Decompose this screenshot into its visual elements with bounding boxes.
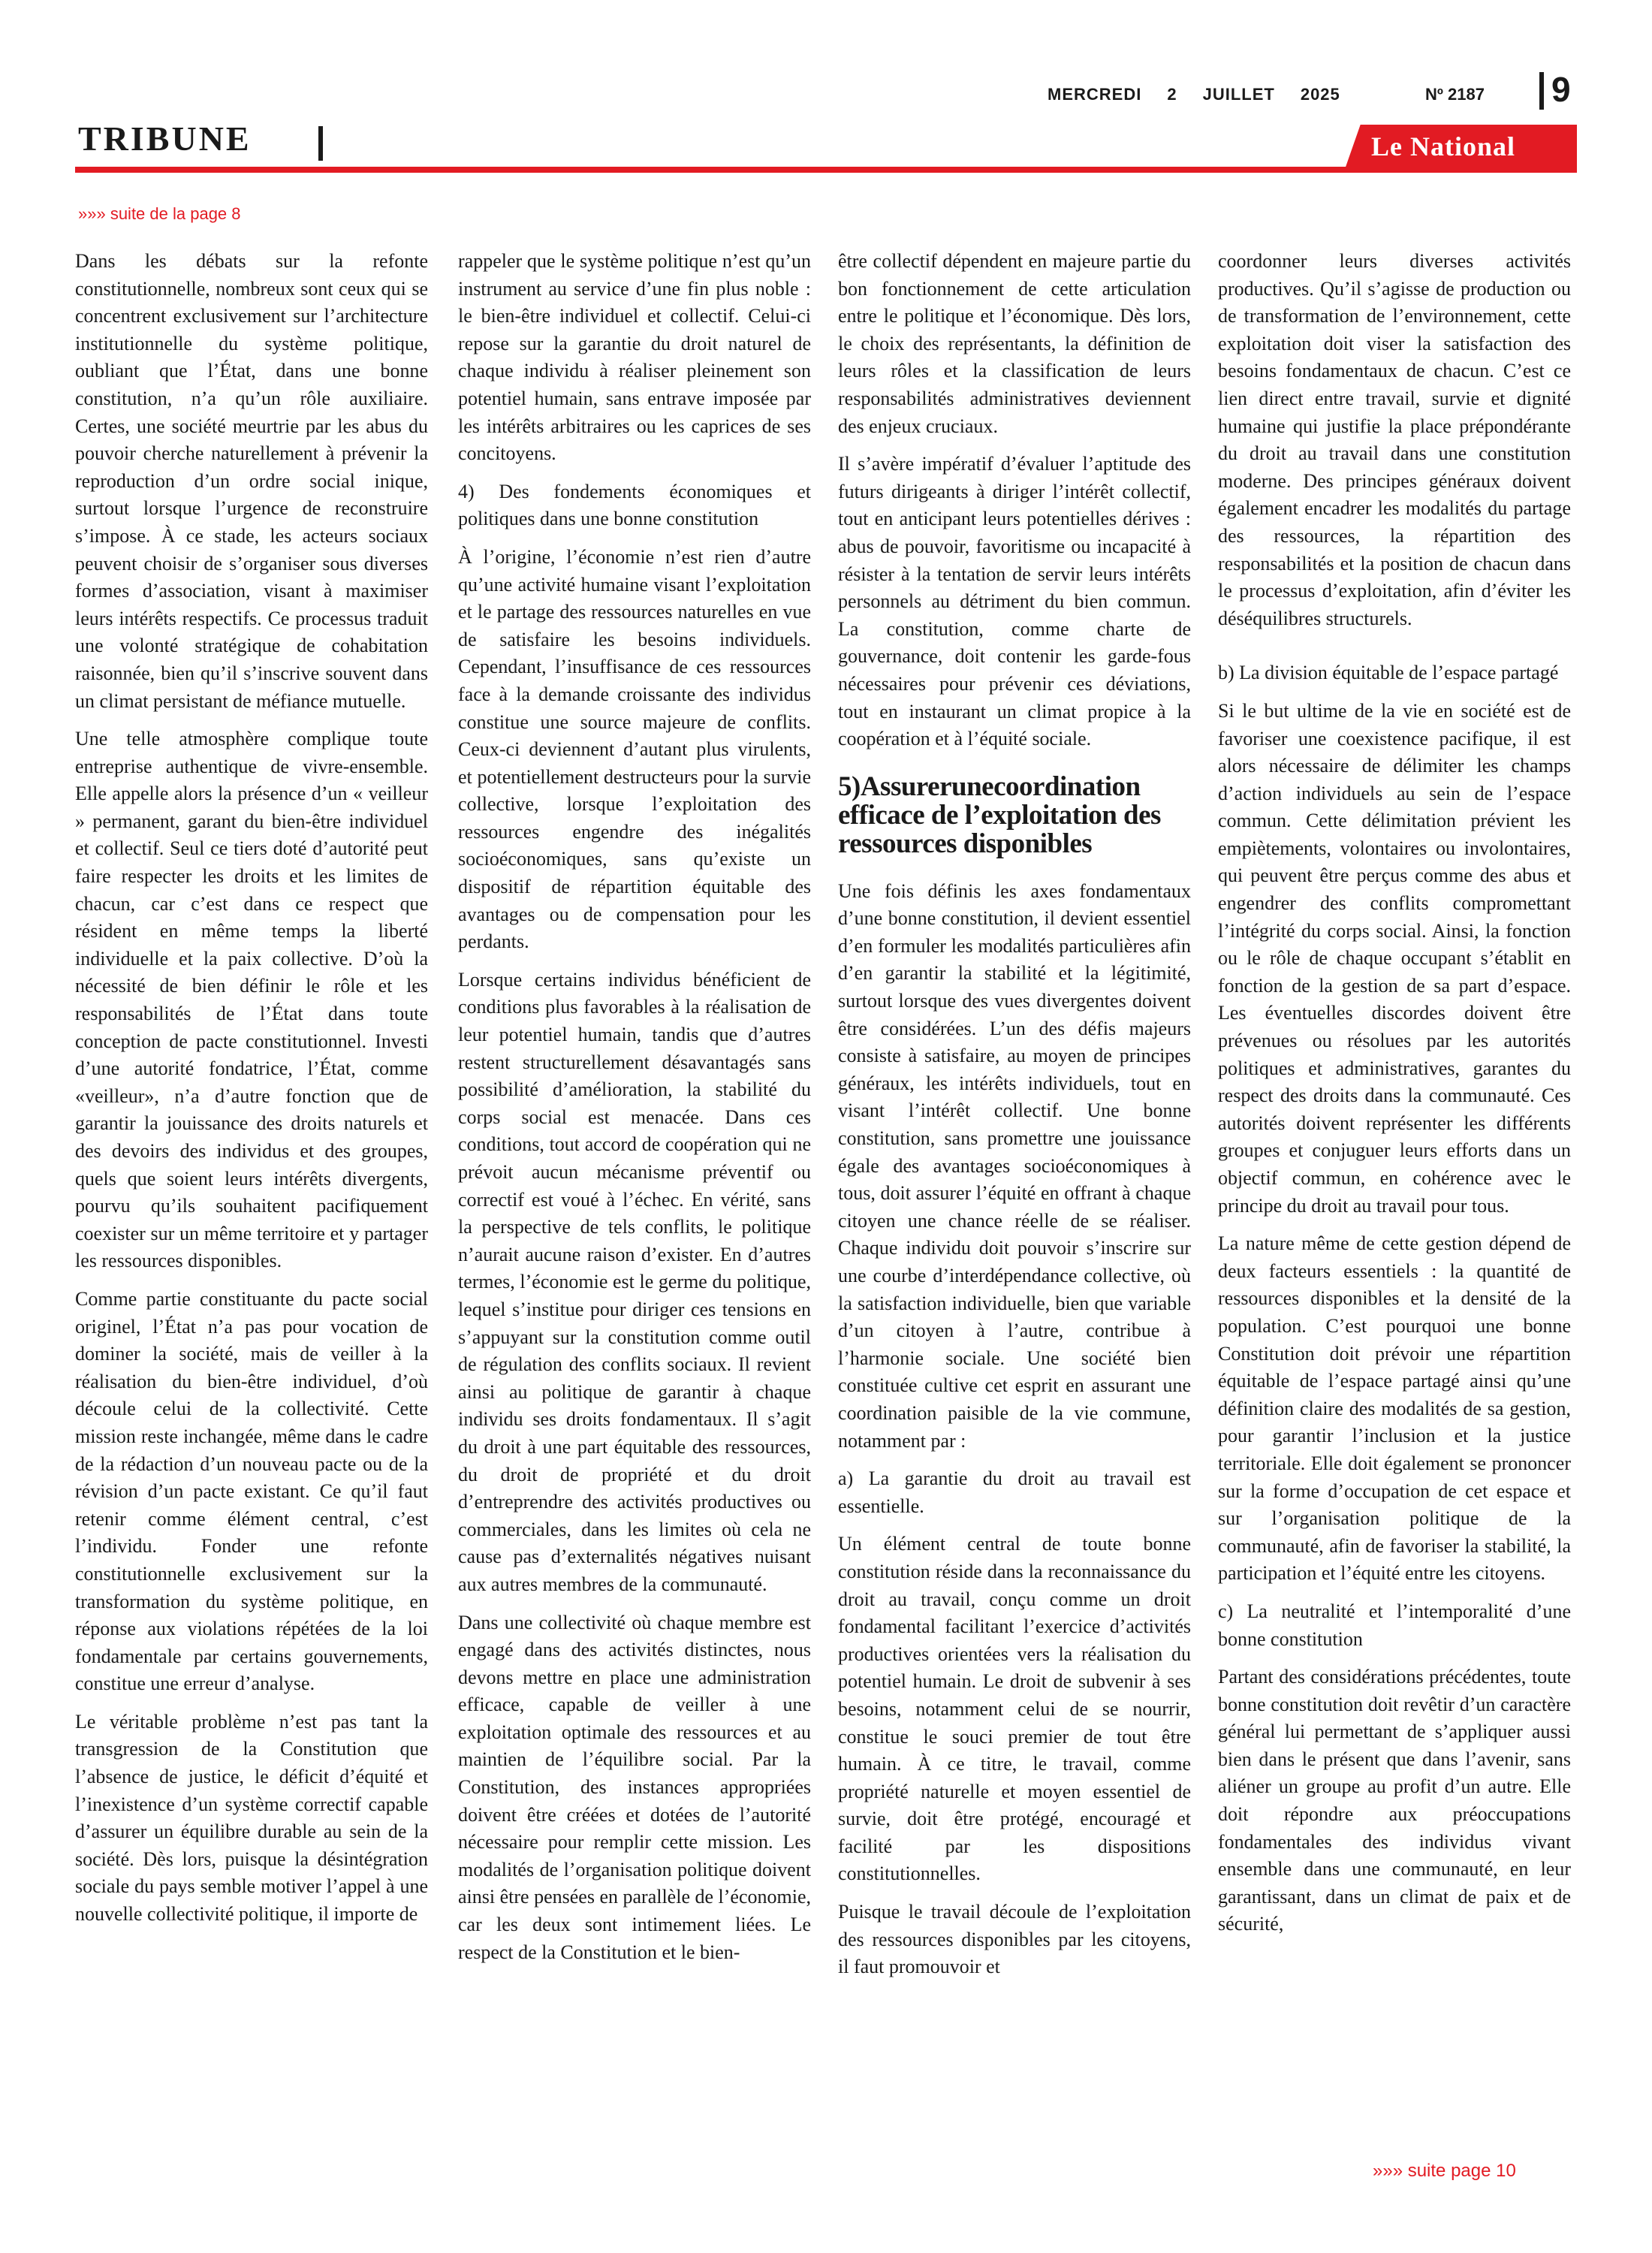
continued-from: »»» suite de la page 8 bbox=[78, 204, 241, 223]
year: 2025 bbox=[1300, 85, 1340, 104]
paragraph: rappeler que le système politique n’est qu’un instrument au service d’une fin plus noble : le bien-être individuel et collectif. Celui-ci repose sur la garantie du droit naturel de chaque individu à réaliser pleinement son potentiel humain, sans entrave imposée par les intérêts arbitraires ou les caprices de ses concitoyens. bbox=[458, 250, 811, 465]
month: JUILLET bbox=[1202, 85, 1275, 104]
continued-to: »»» suite page 10 bbox=[1373, 2161, 1516, 2181]
paragraph: être collectif dépendent en majeure partie du bon fonctionnement de cette articulation entre le politique et l’économique. Dès lors, le choix des représentants, la définition de leurs rôles et la classification de leurs responsabilités administratives deviennent des enjeux cruciaux. bbox=[838, 250, 1191, 437]
paragraph: Un élément central de toute bonne constitution réside dans la reconnaissance du droit au travail, conçu comme un droit fondamental facilitant l’exercice d’activités productives orientées vers la réalisation du potentiel humain. Le droit de subvenir à ses besoins, notamment celui de se nourrir, constitue le souci premier de tout être humain. À ce titre, le travail, comme propriété naturelle et moyen essentiel de survie, doit être protégé, encouragé et facilité par les dispositions constitutionnelles. bbox=[838, 1533, 1191, 1885]
paragraph: Une fois définis les axes fondamentaux d’une bonne constitution, il devient essentiel d’en formuler les modalités particulières afin d’en garantir la stabilité et la légitimité, surtout lorsque des vues divergentes doivent être considérées. L’un des défis majeurs consiste à satisfaire, au moyen de principes généraux, les intérêts individuels, tout en visant l’intérêt collectif. Une bonne constitution, sans promettre une jouissance égale des avantages socioéconomiques à tous, doit assurer l’équité en offrant à chaque citoyen une chance réelle de se réaliser. Chaque individu doit pouvoir s’inscrire sur une courbe d’interdépendance collective, où la satisfaction individuelle, bien que variable d’un citoyen à l’autre, contribue à l’harmonie sociale. Une société bien constituée cultive cet esprit en assurant une coordination paisible de la vie commune, notamment par : bbox=[838, 879, 1191, 1452]
subheading: a) La garantie du droit au travail est essentielle. bbox=[838, 1467, 1191, 1517]
section-title: TRIBUNE bbox=[78, 119, 252, 158]
header-divider bbox=[1539, 72, 1544, 110]
paragraph: coordonner leurs diverses activités productives. Qu’il s’agisse de production ou de transformation de l’environnement, cette exploitation doit viser la satisfaction des besoins fondamentaux de chacun. C’est ce lien direct entre travail, survie et dignité humaine qui justifie la place prépondérante du droit au travail dans une constitution moderne. Des principes généraux doivent également encadrer les modalités du partage des ressources, la répartition des responsabilités et la position de chacun dans le processus d’exploitation, afin d’éviter les déséquilibres structurels. bbox=[1218, 250, 1571, 629]
day: 2 bbox=[1167, 85, 1177, 104]
paragraph: Puisque le travail découle de l’exploitation des ressources disponibles par les citoyens, il faut promouvoir et bbox=[838, 1901, 1191, 1978]
issue-number: Nº 2187 bbox=[1425, 85, 1485, 104]
article-column-4 bbox=[1218, 248, 1571, 2140]
subheading: c) La neutralité et l’intemporalité d’une bonne constitution bbox=[1218, 1600, 1571, 1650]
paragraph: Comme partie constituante du pacte social originel, l’État n’a pas pour vocation de dominer la société, mais de veiller à la réalisation du bien-être individuel, d’où découle celui de la collectivité. Cette mission reste inchangée, même dans le cadre de la rédaction d’un nouveau pacte ou de la révision d’un pacte existant. Ce qu’il faut retenir comme élément central, c’est l’individu. Fonder une refonte constitutionnelle exclusivement sur la transformation du système politique, en réponse aux violations répétées de la loi fondamentale par certains gouvernements, constitue une erreur d’analyse. bbox=[75, 1287, 428, 1695]
section-divider bbox=[318, 126, 323, 161]
brand-name: Le National bbox=[1371, 131, 1516, 161]
article-column-3 bbox=[838, 248, 1191, 2140]
weekday: MERCREDI bbox=[1048, 85, 1142, 104]
article-column-2 bbox=[458, 248, 811, 2140]
paragraph: Si le but ultime de la vie en société est de favoriser une coexistence pacifique, il est alors nécessaire de délimiter les champs d’action individuels au sein de l’espace commun. Cette délimitation prévient les empiètements, volontaires ou involontaires, qui peuvent être perçus comme des abus et engendrer des conflits compromettant l’intégrité du corps social. Ainsi, la fonction ou le rôle de chaque occupant s’établit en fonction de la gestion de sa part d’espace. Les éventuelles discordes doivent être prévenues ou résolues par les autorités politiques et administratives, garantes du respect des droits dans la communauté. Ces autorités doivent représenter les différents groupes et conjuguer leurs efforts dans un objectif commun, en cohérence avec le principe du droit au travail pour tous. bbox=[1218, 699, 1571, 1217]
section-heading: 5)Assurerunecoordination efficace de l’exploitation des ressources disponibles bbox=[838, 771, 1161, 859]
date-line bbox=[1048, 85, 1366, 104]
paragraph: Dans les débats sur la refonte constitutionnelle, nombreux sont ceux qui se concentrent exclusivement sur l’architecture institutionnelle du système politique, oubliant que l’État, dans une bonne constitution, n’a qu’un rôle auxiliaire. Certes, une société meurtrie par les abus du pouvoir cherche naturellement à prévenir la reproduction d’un ordre social inique, surtout lorsque l’urgence de reconstruire s’impose. À ce stade, les acteurs sociaux peuvent choisir de s’organiser sous diverses formes d’association, visant à maximiser leurs intérêts respectifs. Ce processus traduit une volonté stratégique de cohabitation raisonnée, bien qu’il s’inscrive souvent dans un climat persistant de méfiance mutuelle. bbox=[75, 250, 428, 712]
subheading: b) La division équitable de l’espace partagé bbox=[1218, 662, 1559, 684]
paragraph: Partant des considérations précédentes, toute bonne constitution doit revêtir d’un caractère général lui permettant de s’appliquer aussi bien dans le présent que dans l’avenir, sans aliéner un groupe au profit d’un autre. Elle doit répondre aux préoccupations fondamentales des individus vivant ensemble dans une communauté, en leur garantissant, dans un climat de paix et de sécurité, bbox=[1218, 1666, 1571, 1935]
header-rule bbox=[75, 167, 1577, 173]
paragraph: La nature même de cette gestion dépend de deux facteurs essentiels : la quantité de ressources disponibles et la densité de la population. C’est pourquoi une bonne Constitution doit prévoir une répartition équitable de l’espace partagé ainsi qu’une définition claire des modalités de sa gestion, pour garantir l’inclusion et la justice territoriale. Elle doit également se prononcer sur la forme d’occupation de cet espace et sur l’organisation politique de la communauté, afin de favoriser la stabilité, la participation et l’équité entre les citoyens. bbox=[1218, 1232, 1571, 1585]
paragraph: Lorsque certains individus bénéficient de conditions plus favorables à la réalisation de leur potentiel humain, tandis que d’autres restent structurellement désavantagés sans possibilité d’amélioration, la stabilité du corps social est menacée. Dans ces conditions, tout accord de coopération qui ne prévoit aucun mécanisme préventif ou correctif est voué à l’échec. En vérité, sans la perspective de tels conflits, le politique n’aurait aucune raison d’exister. En d’autres termes, l’économie est le germe du politique, lequel s’institue pour diriger ces tensions en s’appuyant sur la constitution comme outil de régulation des conflits sociaux. Il revient ainsi au politique de garantir à chaque individu ses droits fondamentaux. Il s’agit du droit à une part équitable des ressources, du droit de propriété et du droit d’entreprendre des activités productives ou commerciales, dans les limites où cela ne cause pas d’externalités négatives nuisant aux autres membres de la communauté. bbox=[458, 968, 811, 1595]
paragraph: À l’origine, l’économie n’est rien d’autre qu’une activité humaine visant l’exploitation et le partage des ressources naturelles en vue de satisfaire les besoins individuels. Cependant, l’insuffisance de ces ressources face à la demande croissante des individus constitue une source majeure de conflits. Ceux-ci deviennent d’autant plus virulents, et potentiellement destructeurs pour la survie collective, lorsque l’exploitation des ressources engendre des inégalités socioéconomiques, sans qu’existe un dispositif de répartition équitable des avantages ou de compensation pour les perdants. bbox=[458, 545, 811, 953]
paragraph: Dans une collectivité où chaque membre est engagé dans des activités distinctes, nous devons mettre en place une administration efficace, capable de veiller à une exploitation optimale des ressources et au maintien de l’équilibre social. Par la Constitution, des instances appropriées doivent être créées et dotées de l’autorité nécessaire pour remplir cette mission. Les modalités de l’organisation politique doivent ainsi être pensées en parallèle de l’économie, car les deux sont intimement liées. Le respect de la Constitution et le bien- bbox=[458, 1611, 811, 1963]
paragraph: Le véritable problème n’est pas tant la transgression de la Constitution que l’absence de justice, le déficit d’équité et l’inexistence d’un système correctif capable d’assurer un équilibre durable au sein de la société. Dès lors, puisque la désintégration sociale du pays semble motiver l’appel à une nouvelle collectivité politique, il importe de bbox=[75, 1710, 428, 1926]
subheading: 4) Des fondements économiques et politiques dans une bonne constitution bbox=[458, 480, 811, 530]
paragraph: Il s’avère impératif d’évaluer l’aptitude des futurs dirigeants à diriger l’intérêt collectif, tout en anticipant leurs potentielles dérives : abus de pouvoir, favoritisme ou incapacité à résister à la tentation de servir leurs intérêts personnels au détriment du bien commun. La constitution, comme charte de gouvernance, doit contenir les garde-fous nécessaires pour prévenir ces déviations, tout en instaurant un climat propice à la coopération et à l’équité sociale. bbox=[838, 453, 1191, 750]
page-number: 9 bbox=[1551, 70, 1571, 109]
paragraph: Une telle atmosphère complique toute entreprise authentique de vivre-ensemble. Elle appelle alors la présence d’un « veilleur » permanent, garant du bien-être individuel et collectif. Seul ce tiers doté d’autorité peut faire respecter les droits et les limites de chacun, car c’est dans ce respect que résident en même temps la liberté individuelle et la paix collective. D’où la nécessité de bien définir le rôle et les responsabilités de l’État dans toute conception de pacte constitutionnel. Investi d’une autorité fondatrice, l’État, comme «veilleur», n’a d’autre fonction que de garantir la jouissance des droits naturels et des devoirs des individus et des groupes, quels que soient leurs intérêts divergents, pourvu qu’ils souhaitent pacifiquement coexister sur un même territoire et y partager les ressources disponibles. bbox=[75, 728, 428, 1272]
article-column-1 bbox=[75, 248, 428, 2140]
